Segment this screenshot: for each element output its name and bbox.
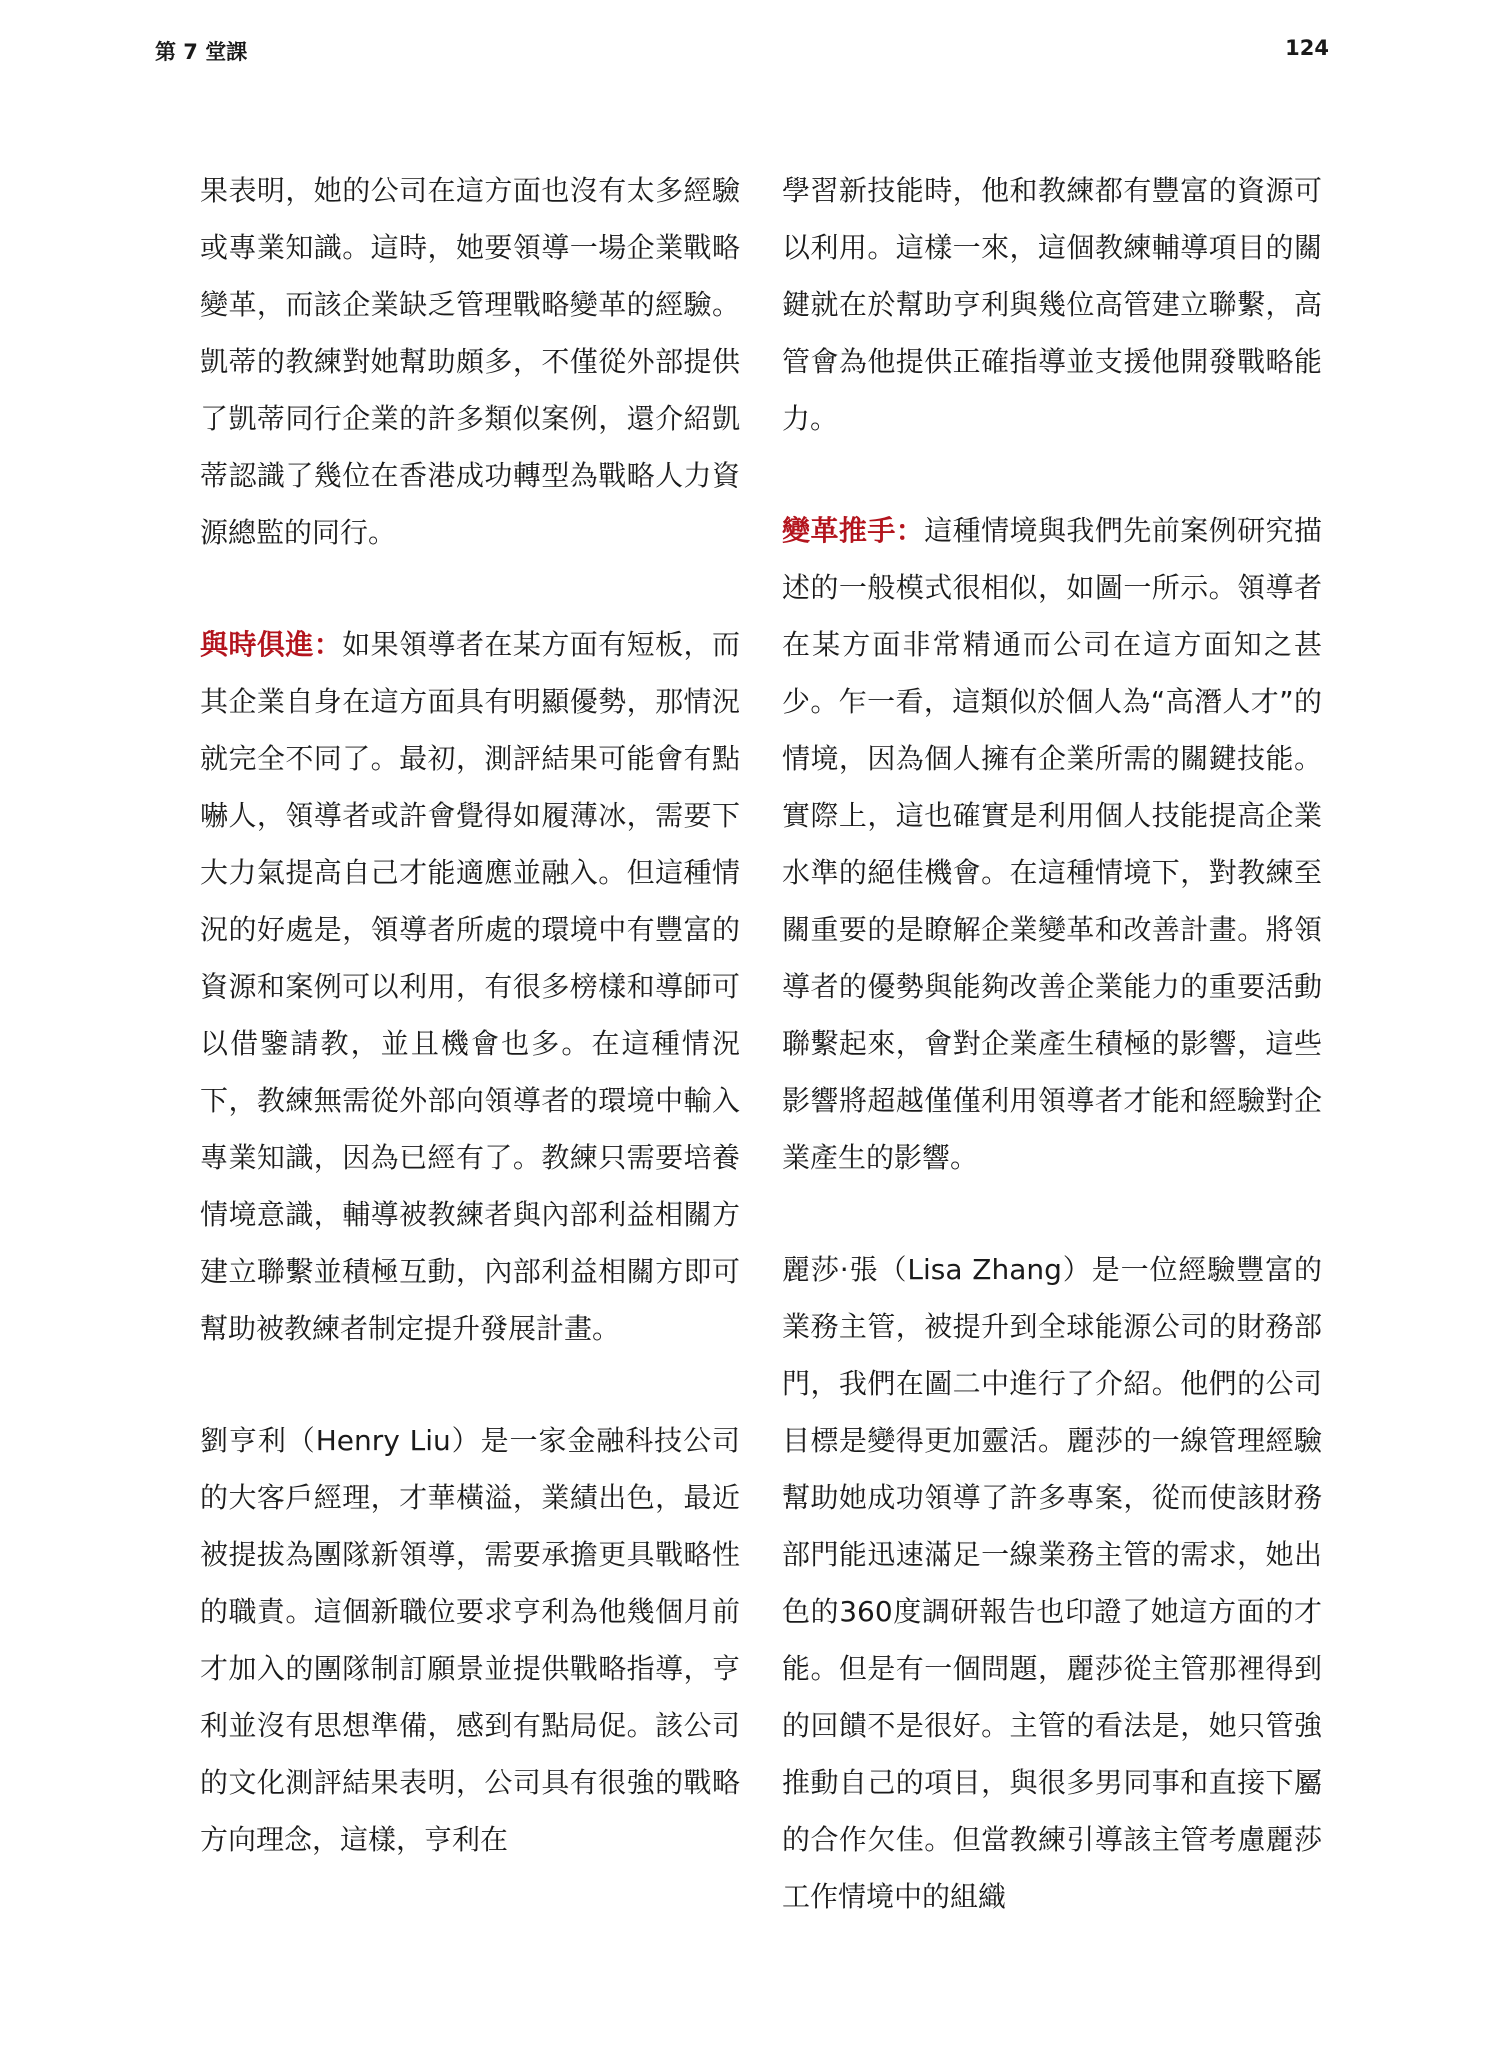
- paragraph-henry-continued: 學習新技能時，他和教練都有豐富的資源可以利用。這樣一來，這個教練輔導項目的關鍵就在於幫助亨利與幾位高管建立聯繫，高管會為他提供正確指導並支援他開發戰略能力。: [782, 174, 1322, 435]
- paragraph-change-agent: [782, 502, 1322, 1186]
- paragraph-keeping-pace: [200, 616, 740, 1357]
- page-number: 124: [1285, 36, 1329, 60]
- paragraph-change-agent-body: 這種情境與我們先前案例研究描述的一般模式很相似，如圖一所示。領導者在某方面非常精通而公司在這方面知之甚少。乍一看，這類似於個人為“高潛人才”的情境，因為個人擁有企業所需的關鍵技能。實際上，這也確實是利用個人技能提高企業水準的絕佳機會。在這種情境下，對教練至關重要的是瞭解企業變革和改善計畫。將領導者的優勢與能夠改善企業能力的重要活動聯繫起來，會對企業產生積極的影響，這些影響將超越僅僅利用領導者才能和經驗對企業產生的影響。: [782, 514, 1322, 1174]
- paragraph-henry-liu: 劉亨利（Henry Liu）是一家金融科技公司的大客戶經理，才華橫溢，業績出色，最近被提拔為團隊新領導，需要承擔更具戰略性的職責。這個新職位要求亨利為他幾個月前才加入的團隊制訂願景並提供戰略指導，亨利並沒有思想準備，感到有點局促。該公司的文化測評結果表明，公司具有很強的戰略方向理念，這樣，亨利在: [200, 1424, 740, 1856]
- section-heading-change-agent: 變革推手：: [782, 514, 925, 547]
- paragraph-lisa-zhang: 麗莎·張（Lisa Zhang）是一位經驗豐富的業務主管，被提升到全球能源公司的財務部門，我們在圖二中進行了介紹。他們的公司目標是變得更加靈活。麗莎的一線管理經驗幫助她成功領導了許多專案，從而使該財務部門能迅速滿足一線業務主管的需求，她出色的360度調研報告也印證了她這方面的才能。但是有一個問題，麗莎從主管那裡得到的回饋不是很好。主管的看法是，她只管強推動自己的項目，與很多男同事和直接下屬的合作欠佳。但當教練引導該主管考慮麗莎工作情境中的組織: [782, 1253, 1322, 1913]
- right-column: [782, 162, 1322, 1980]
- chapter-label: 第 7 堂課: [155, 40, 248, 64]
- left-column: [200, 162, 740, 1923]
- section-heading-keeping-pace: 與時俱進：: [200, 628, 343, 661]
- paragraph-keeping-pace-body: 如果領導者在某方面有短板，而其企業自身在這方面具有明顯優勢，那情況就完全不同了。最初，測評結果可能會有點嚇人，領導者或許會覺得如履薄冰，需要下大力氣提高自己才能適應並融入。但這種情況的好處是，領導者所處的環境中有豐富的資源和案例可以利用，有很多榜樣和導師可以借鑒請教，並且機會也多。在這種情況下，教練無需從外部向領導者的環境中輸入專業知識，因為已經有了。教練只需要培養情境意識，輔導被教練者與內部利益相關方建立聯繫並積極互動，內部利益相關方即可幫助被教練者制定提升發展計畫。: [200, 628, 740, 1345]
- paragraph-katie-continued: 果表明，她的公司在這方面也沒有太多經驗或專業知識。這時，她要領導一場企業戰略變革，而該企業缺乏管理戰略變革的經驗。凱蒂的教練對她幫助頗多，不僅從外部提供了凱蒂同行企業的許多類似案例，還介紹凱蒂認識了幾位在香港成功轉型為戰略人力資源總監的同行。: [200, 174, 740, 549]
- page-header: [155, 36, 1329, 68]
